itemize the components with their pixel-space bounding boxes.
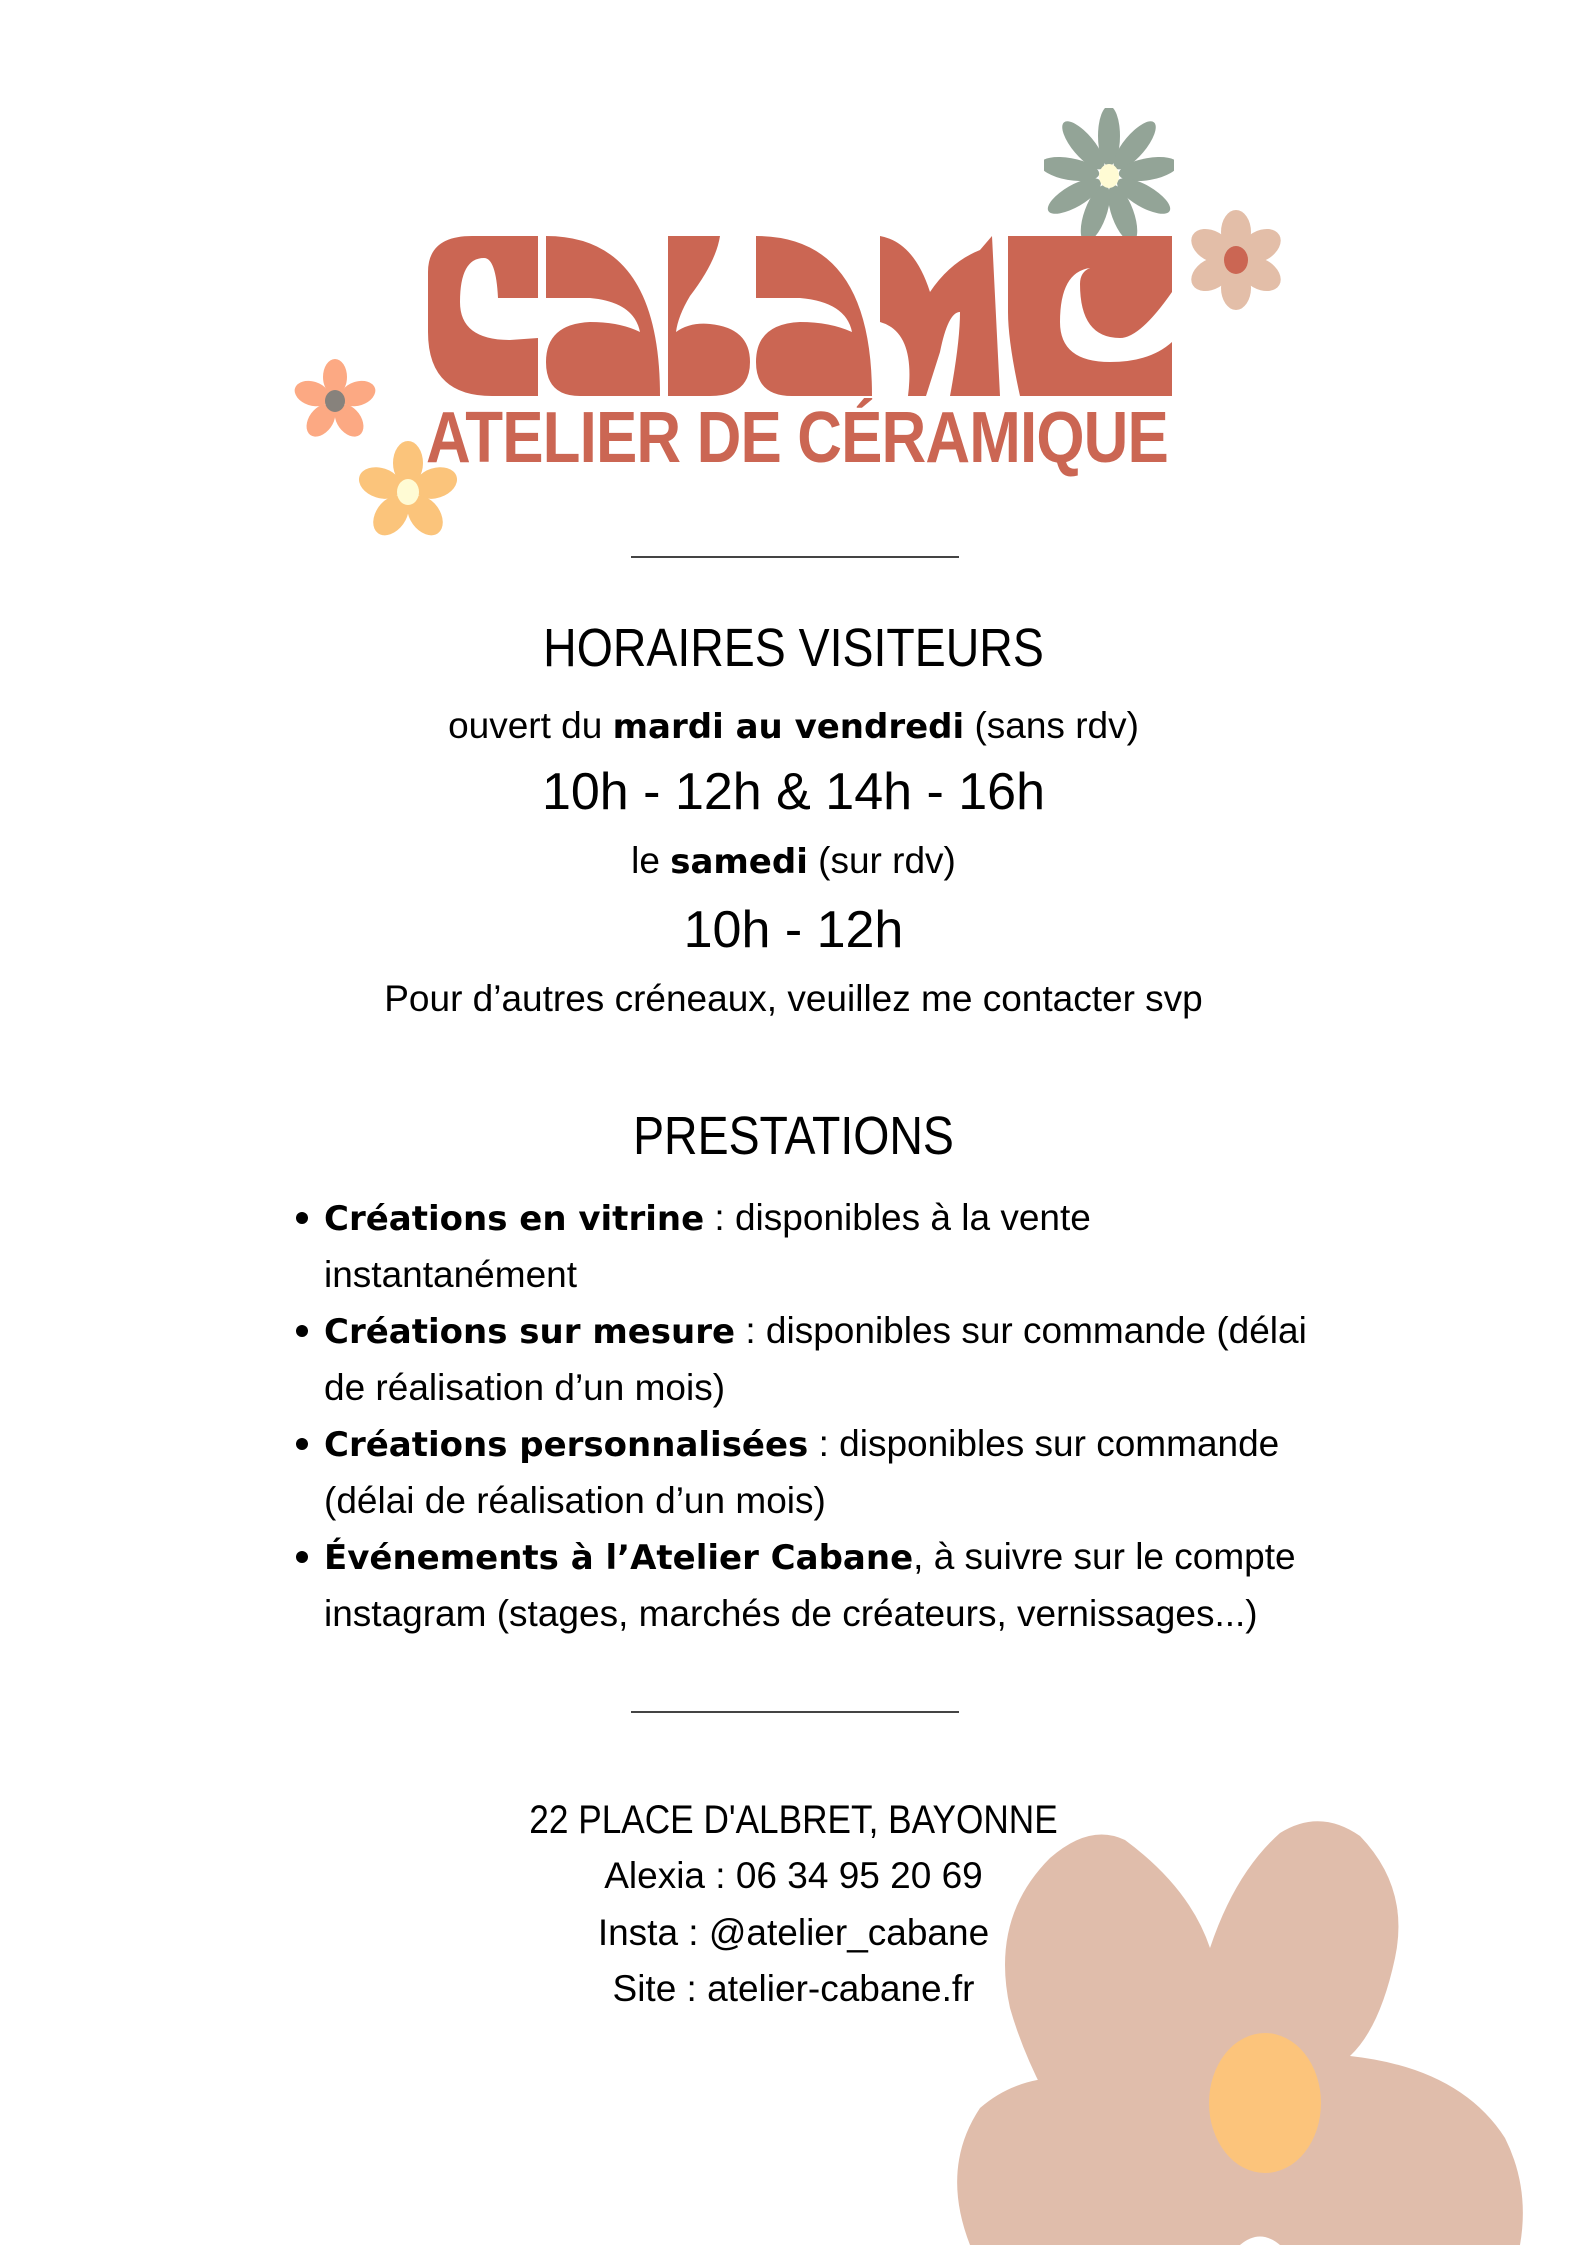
- divider-top: [631, 556, 959, 558]
- service-desc: disponibles sur commande: [839, 1423, 1280, 1464]
- services-title: PRESTATIONS: [633, 1106, 954, 1166]
- weekday-days: [0, 703, 1587, 750]
- service-desc: disponibles sur commande (délai: [765, 1310, 1307, 1351]
- website-link[interactable]: Site : atelier-cabane.fr: [612, 1968, 975, 2009]
- cabane-wordmark: [420, 232, 1180, 402]
- service-item-personnalisees: [296, 1416, 1356, 1529]
- saturday-suffix: (sur rdv): [807, 840, 956, 881]
- hours-note: Pour d’autres créneaux, veuillez me contacter svp: [384, 978, 1203, 1019]
- service-sep: :: [808, 1423, 840, 1464]
- service-name: Événements à l’Atelier Cabane: [324, 1538, 914, 1578]
- service-item-sur-mesure: [296, 1303, 1356, 1416]
- logo-subtitle: ATELIER DE CÉRAMIQUE: [426, 398, 1168, 478]
- divider-bottom: [631, 1711, 959, 1713]
- service-sep: :: [735, 1310, 766, 1351]
- service-item-evenements: [296, 1529, 1356, 1642]
- phone: Alexia : 06 34 95 20 69: [604, 1855, 983, 1896]
- saturday-prefix: le: [631, 840, 671, 881]
- service-desc: à suivre sur le compte: [933, 1536, 1296, 1577]
- hours-title: HORAIRES VISITEURS: [543, 618, 1044, 678]
- weekday-times: 10h - 12h & 14h - 16h: [541, 763, 1046, 821]
- service-desc-cont: de réalisation d’un mois): [324, 1367, 726, 1408]
- saturday-days: [0, 838, 1587, 885]
- sage-flower-icon: [1044, 108, 1174, 244]
- bullet-icon: [296, 1551, 308, 1563]
- weekday-suffix: (sans rdv): [964, 705, 1139, 746]
- bullet-icon: [296, 1325, 308, 1337]
- pink-flower-icon: [1186, 208, 1286, 312]
- peach-flower-icon: [293, 358, 377, 444]
- service-desc-cont: (délai de réalisation d’un mois): [324, 1480, 826, 1521]
- saturday-days-bold: samedi: [670, 842, 808, 882]
- service-desc-cont: instagram (stages, marchés de créateurs, vernissages...): [324, 1593, 1258, 1634]
- services-list: [296, 1190, 1356, 1642]
- service-name: Créations en vitrine: [324, 1199, 705, 1239]
- service-name: Créations personnalisées: [324, 1425, 809, 1465]
- weekday-days-bold: mardi au vendredi: [612, 707, 965, 747]
- address: 22 PLACE D'ALBRET, BAYONNE: [529, 1798, 1058, 1842]
- service-sep: ,: [913, 1536, 934, 1577]
- instagram-link[interactable]: Insta : @atelier_cabane: [597, 1912, 990, 1953]
- service-name: Créations sur mesure: [324, 1312, 736, 1352]
- service-desc-cont: instantanément: [324, 1254, 578, 1295]
- weekday-prefix: ouvert du: [448, 705, 613, 746]
- service-sep: :: [704, 1197, 735, 1238]
- service-item-vitrine: [296, 1190, 1356, 1303]
- bullet-icon: [296, 1212, 308, 1224]
- service-desc: disponibles à la vente: [734, 1197, 1091, 1238]
- saturday-times: 10h - 12h: [683, 901, 904, 959]
- bullet-icon: [296, 1438, 308, 1450]
